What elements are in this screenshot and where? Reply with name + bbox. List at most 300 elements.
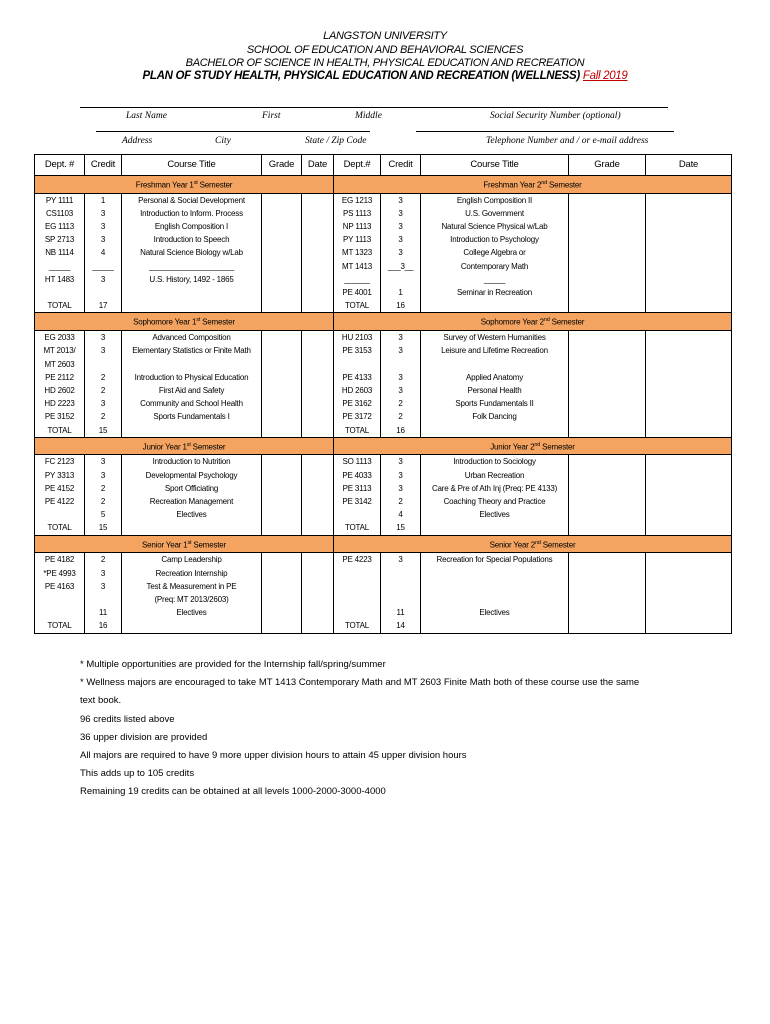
grade-cell[interactable]	[262, 246, 302, 259]
dept-cell[interactable]: PE 4163	[35, 580, 85, 593]
course-title-cell-2[interactable]	[421, 299, 569, 313]
dept-cell[interactable]: FC 2123	[35, 455, 85, 469]
date-cell[interactable]	[302, 495, 334, 508]
grade-cell-2[interactable]	[569, 567, 646, 580]
grade-cell[interactable]	[262, 495, 302, 508]
grade-cell[interactable]	[262, 424, 302, 438]
course-title-cell[interactable]: Natural Science Biology w/Lab	[122, 246, 262, 259]
dept-cell-2[interactable]: PY 1113	[334, 233, 381, 246]
course-title-cell[interactable]: Developmental Psychology	[122, 469, 262, 482]
credit-cell[interactable]: 3	[85, 580, 122, 593]
dept-cell-2[interactable]: EG 1213	[334, 193, 381, 207]
credit-cell-2[interactable]: 3	[381, 455, 421, 469]
date-cell-2[interactable]	[646, 233, 732, 246]
date-cell[interactable]	[302, 193, 334, 207]
dept-cell-2[interactable]: NP 1113	[334, 220, 381, 233]
date-cell[interactable]	[302, 260, 334, 273]
credit-cell[interactable]: 3	[85, 567, 122, 580]
dept-cell-2[interactable]: PE 3153	[334, 344, 381, 357]
dept-cell-2[interactable]	[334, 358, 381, 371]
course-title-cell[interactable]: Electives	[122, 508, 262, 521]
course-title-cell-2[interactable]: Survey of Western Humanities	[421, 331, 569, 345]
grade-cell[interactable]	[262, 593, 302, 606]
course-title-cell[interactable]: First Aid and Safety	[122, 384, 262, 397]
date-cell[interactable]	[302, 344, 334, 357]
dept-cell[interactable]: PE 4182	[35, 553, 85, 567]
course-title-cell[interactable]	[122, 358, 262, 371]
date-cell[interactable]	[302, 455, 334, 469]
dept-cell[interactable]: EG 1113	[35, 220, 85, 233]
grade-cell[interactable]	[262, 273, 302, 286]
dept-cell-2[interactable]	[334, 567, 381, 580]
credit-cell-2[interactable]: 4	[381, 508, 421, 521]
dept-cell-2[interactable]: HU 2103	[334, 331, 381, 345]
grade-cell-2[interactable]	[569, 424, 646, 438]
credit-cell[interactable]: 3	[85, 207, 122, 220]
grade-cell[interactable]	[262, 619, 302, 633]
grade-cell[interactable]	[262, 358, 302, 371]
course-title-cell-2[interactable]: Coaching Theory and Practice	[421, 495, 569, 508]
dept-cell-2[interactable]: ______	[334, 273, 381, 286]
date-cell[interactable]	[302, 508, 334, 521]
course-title-cell[interactable]: ____________________	[122, 260, 262, 273]
grade-cell[interactable]	[262, 606, 302, 619]
university-name: LANGSTON UNIVERSITY	[323, 30, 447, 42]
dept-cell-2[interactable]: MT 1323	[334, 246, 381, 259]
date-cell[interactable]	[302, 521, 334, 535]
course-title-cell-2[interactable]: _____	[421, 273, 569, 286]
course-title-cell[interactable]: Test & Measurement in PE	[122, 580, 262, 593]
dept-cell[interactable]: TOTAL	[35, 299, 85, 313]
address-line[interactable]	[96, 131, 370, 132]
grade-cell-2[interactable]	[569, 233, 646, 246]
course-title-cell[interactable]: Introduction to Speech	[122, 233, 262, 246]
dept-cell[interactable]: TOTAL	[35, 424, 85, 438]
credit-cell[interactable]: 3	[85, 233, 122, 246]
credit-cell-2[interactable]	[381, 567, 421, 580]
course-title-cell[interactable]: U.S. History, 1492 - 1865	[122, 273, 262, 286]
grade-cell[interactable]	[262, 580, 302, 593]
dept-cell[interactable]: TOTAL	[35, 521, 85, 535]
date-cell[interactable]	[302, 410, 334, 423]
dept-cell-2[interactable]: SO 1113	[334, 455, 381, 469]
credit-cell-2[interactable]: 3	[381, 331, 421, 345]
course-title-cell-2[interactable]: Contemporary Math	[421, 260, 569, 273]
course-title-cell-2[interactable]: Electives	[421, 508, 569, 521]
grade-cell[interactable]	[262, 260, 302, 273]
grade-cell[interactable]	[262, 207, 302, 220]
credit-cell[interactable]: 3	[85, 455, 122, 469]
credit-cell[interactable]: 15	[85, 424, 122, 438]
credit-cell-2[interactable]: 3	[381, 207, 421, 220]
dept-cell-2[interactable]: PE 3172	[334, 410, 381, 423]
date-cell-2[interactable]	[646, 508, 732, 521]
dept-cell-2[interactable]	[334, 593, 381, 606]
phone-line[interactable]	[416, 131, 674, 132]
credit-cell-2[interactable]: 3	[381, 233, 421, 246]
date-cell[interactable]	[302, 220, 334, 233]
date-cell[interactable]	[302, 299, 334, 313]
credit-cell-2[interactable]: 3	[381, 220, 421, 233]
credit-cell-2[interactable]: 3	[381, 553, 421, 567]
dept-cell-2[interactable]	[334, 508, 381, 521]
dept-cell[interactable]: PY 3313	[35, 469, 85, 482]
course-title-cell-2[interactable]: Folk Dancing	[421, 410, 569, 423]
course-title-cell[interactable]	[122, 424, 262, 438]
date-cell-2[interactable]	[646, 260, 732, 273]
course-title-cell-2[interactable]: Introduction to Sociology	[421, 455, 569, 469]
grade-cell-2[interactable]	[569, 553, 646, 567]
grade-cell-2[interactable]	[569, 273, 646, 286]
credit-cell[interactable]: 16	[85, 619, 122, 633]
dept-cell[interactable]	[35, 508, 85, 521]
course-title-cell-2[interactable]: English Composition II	[421, 193, 569, 207]
date-cell[interactable]	[302, 553, 334, 567]
dept-cell[interactable]: PE 3152	[35, 410, 85, 423]
date-cell[interactable]	[302, 246, 334, 259]
grade-cell[interactable]	[262, 233, 302, 246]
date-cell-2[interactable]	[646, 521, 732, 535]
grade-cell-2[interactable]	[569, 260, 646, 273]
credit-cell[interactable]: 11	[85, 606, 122, 619]
grade-cell[interactable]	[262, 455, 302, 469]
date-cell[interactable]	[302, 358, 334, 371]
grade-cell[interactable]	[262, 521, 302, 535]
credit-cell-2[interactable]	[381, 593, 421, 606]
date-cell-2[interactable]	[646, 482, 732, 495]
credit-cell-2[interactable]: 14	[381, 619, 421, 633]
course-title-cell[interactable]: Introduction to Physical Education	[122, 371, 262, 384]
course-title-cell[interactable]	[122, 521, 262, 535]
course-title-cell-2[interactable]	[421, 521, 569, 535]
date-cell[interactable]	[302, 207, 334, 220]
credit-cell[interactable]: 15	[85, 521, 122, 535]
grade-cell-2[interactable]	[569, 371, 646, 384]
date-cell[interactable]	[302, 233, 334, 246]
credit-cell[interactable]: 4	[85, 246, 122, 259]
credit-cell-2[interactable]: 3	[381, 344, 421, 357]
grade-cell[interactable]	[262, 397, 302, 410]
dept-cell[interactable]: NB 1114	[35, 246, 85, 259]
grade-cell-2[interactable]	[569, 606, 646, 619]
note-line: * Multiple opportunities are provided for the Internship fall/spring/summer	[80, 659, 386, 670]
course-title-cell[interactable]: Recreation Management	[122, 495, 262, 508]
dept-cell[interactable]: HT 1483	[35, 273, 85, 286]
dept-cell[interactable]: PE 4152	[35, 482, 85, 495]
dept-cell-2[interactable]: TOTAL	[334, 619, 381, 633]
semester-name: Senior Year 1	[141, 540, 188, 550]
credit-cell-2[interactable]: 2	[381, 495, 421, 508]
course-title-cell[interactable]: Advanced Composition	[122, 331, 262, 345]
course-title-cell-2[interactable]: Personal Health	[421, 384, 569, 397]
grade-cell-2[interactable]	[569, 455, 646, 469]
course-title-cell[interactable]	[122, 299, 262, 313]
date-cell[interactable]	[302, 593, 334, 606]
date-cell-2[interactable]	[646, 207, 732, 220]
date-cell-2[interactable]	[646, 286, 732, 299]
grade-cell[interactable]	[262, 567, 302, 580]
credit-cell[interactable]	[85, 358, 122, 371]
course-title-cell-2[interactable]: Applied Anatomy	[421, 371, 569, 384]
course-title-cell-2[interactable]: U.S. Government	[421, 207, 569, 220]
dept-cell-2[interactable]: PE 3162	[334, 397, 381, 410]
date-cell-2[interactable]	[646, 331, 732, 345]
course-title-cell-2[interactable]: College Algebra or	[421, 246, 569, 259]
dept-cell[interactable]: HD 2223	[35, 397, 85, 410]
credit-cell-2[interactable]: 11	[381, 606, 421, 619]
credit-cell[interactable]	[85, 286, 122, 299]
credit-cell-2[interactable]: 15	[381, 521, 421, 535]
grade-cell[interactable]	[262, 286, 302, 299]
grade-cell-2[interactable]	[569, 580, 646, 593]
dept-cell[interactable]	[35, 286, 85, 299]
dept-cell[interactable]: CS1103	[35, 207, 85, 220]
date-cell-2[interactable]	[646, 299, 732, 313]
date-cell-2[interactable]	[646, 358, 732, 371]
course-title-cell-2[interactable]: Sports Fundamentals II	[421, 397, 569, 410]
credit-cell-2[interactable]	[381, 358, 421, 371]
date-cell[interactable]	[302, 371, 334, 384]
course-title-cell[interactable]: Elementary Statistics or Finite Math	[122, 344, 262, 357]
credit-cell-2[interactable]: 3	[381, 193, 421, 207]
grade-cell-2[interactable]	[569, 410, 646, 423]
course-title-cell[interactable]: (Preq: MT 2013/2603)	[122, 593, 262, 606]
dept-cell[interactable]	[35, 593, 85, 606]
date-cell-2[interactable]	[646, 553, 732, 567]
dept-cell-2[interactable]: TOTAL	[334, 521, 381, 535]
course-title-cell-2[interactable]	[421, 567, 569, 580]
grade-cell-2[interactable]	[569, 207, 646, 220]
date-cell[interactable]	[302, 567, 334, 580]
grade-cell-2[interactable]	[569, 358, 646, 371]
date-cell[interactable]	[302, 469, 334, 482]
credit-cell[interactable]: 2	[85, 495, 122, 508]
grade-cell[interactable]	[262, 553, 302, 567]
course-title-cell-2[interactable]	[421, 358, 569, 371]
dept-cell-2[interactable]: PE 4033	[334, 469, 381, 482]
credit-cell-2[interactable]: 16	[381, 299, 421, 313]
date-cell-2[interactable]	[646, 397, 732, 410]
credit-cell-2[interactable]: 3	[381, 482, 421, 495]
credit-cell-2[interactable]: 2	[381, 397, 421, 410]
date-cell-2[interactable]	[646, 455, 732, 469]
course-title-cell-2[interactable]	[421, 593, 569, 606]
credit-cell-2[interactable]: 2	[381, 410, 421, 423]
grade-cell-2[interactable]	[569, 508, 646, 521]
date-cell-2[interactable]	[646, 424, 732, 438]
semester-label-right	[334, 313, 732, 331]
dept-cell-2[interactable]: PE 3113	[334, 482, 381, 495]
course-title-cell[interactable]: Introduction to Nutrition	[122, 455, 262, 469]
credit-cell-2[interactable]: 3	[381, 384, 421, 397]
course-title-cell-2[interactable]: Urban Recreation	[421, 469, 569, 482]
dept-cell[interactable]: PY 1111	[35, 193, 85, 207]
credit-cell-2[interactable]: ___3__	[381, 260, 421, 273]
grade-cell-2[interactable]	[569, 521, 646, 535]
grade-cell-2[interactable]	[569, 619, 646, 633]
grade-cell-2[interactable]	[569, 469, 646, 482]
dept-cell-2[interactable]: TOTAL	[334, 424, 381, 438]
dept-cell-2[interactable]: PE 4001	[334, 286, 381, 299]
date-cell[interactable]	[302, 397, 334, 410]
date-cell[interactable]	[302, 286, 334, 299]
date-cell-2[interactable]	[646, 344, 732, 357]
grade-cell[interactable]	[262, 482, 302, 495]
grade-cell-2[interactable]	[569, 193, 646, 207]
credit-cell[interactable]: 5	[85, 508, 122, 521]
credit-cell-2[interactable]: 1	[381, 286, 421, 299]
grade-cell-2[interactable]	[569, 299, 646, 313]
date-cell-2[interactable]	[646, 619, 732, 633]
middle-name-label: Middle	[355, 111, 382, 121]
date-cell-2[interactable]	[646, 220, 732, 233]
dept-cell[interactable]: MT 2013/	[35, 344, 85, 357]
grade-cell-2[interactable]	[569, 246, 646, 259]
course-title-cell[interactable]: English Composition I	[122, 220, 262, 233]
grade-cell[interactable]	[262, 508, 302, 521]
dept-cell-2[interactable]: PE 4133	[334, 371, 381, 384]
date-cell[interactable]	[302, 606, 334, 619]
course-title-cell[interactable]: Community and School Health	[122, 397, 262, 410]
dept-cell[interactable]: PE 4122	[35, 495, 85, 508]
grade-cell[interactable]	[262, 331, 302, 345]
dept-cell-2[interactable]	[334, 580, 381, 593]
grade-cell[interactable]	[262, 384, 302, 397]
date-cell[interactable]	[302, 273, 334, 286]
dept-cell-2[interactable]: HD 2603	[334, 384, 381, 397]
grade-cell[interactable]	[262, 469, 302, 482]
date-cell-2[interactable]	[646, 495, 732, 508]
grade-cell[interactable]	[262, 344, 302, 357]
course-title-cell-2[interactable]: Electives	[421, 606, 569, 619]
course-title-cell[interactable]: Sport Officiating	[122, 482, 262, 495]
course-title-cell-2[interactable]: Introduction to Psychology	[421, 233, 569, 246]
grade-cell[interactable]	[262, 410, 302, 423]
date-cell[interactable]	[302, 482, 334, 495]
grade-cell[interactable]	[262, 299, 302, 313]
date-cell[interactable]	[302, 331, 334, 345]
grade-cell[interactable]	[262, 193, 302, 207]
course-title-cell-2[interactable]: Seminar in Recreation	[421, 286, 569, 299]
dept-cell-2[interactable]	[334, 606, 381, 619]
credit-cell[interactable]: 3	[85, 344, 122, 357]
credit-cell[interactable]: 2	[85, 410, 122, 423]
credit-cell[interactable]: 3	[85, 397, 122, 410]
semester-word: Semester	[540, 442, 575, 452]
dept-cell[interactable]	[35, 606, 85, 619]
credit-cell[interactable]: 3	[85, 469, 122, 482]
course-title-cell-2[interactable]	[421, 424, 569, 438]
date-cell-2[interactable]	[646, 410, 732, 423]
date-cell[interactable]	[302, 384, 334, 397]
dept-cell[interactable]: PE 2112	[35, 371, 85, 384]
dept-cell[interactable]: _____	[35, 260, 85, 273]
credit-cell-2[interactable]: 3	[381, 469, 421, 482]
date-cell-2[interactable]	[646, 469, 732, 482]
name-line[interactable]	[80, 107, 668, 108]
course-title-cell-2[interactable]: Natural Science Physical w/Lab	[421, 220, 569, 233]
grade-cell[interactable]	[262, 371, 302, 384]
grade-cell[interactable]	[262, 220, 302, 233]
credit-cell[interactable]: 3	[85, 273, 122, 286]
credit-cell-2[interactable]: 16	[381, 424, 421, 438]
date-cell[interactable]	[302, 619, 334, 633]
course-title-cell-2[interactable]: Leisure and Lifetime Recreation	[421, 344, 569, 357]
grade-cell-2[interactable]	[569, 220, 646, 233]
grade-cell-2[interactable]	[569, 482, 646, 495]
grade-cell-2[interactable]	[569, 593, 646, 606]
grade-cell-2[interactable]	[569, 397, 646, 410]
credit-cell[interactable]: 2	[85, 384, 122, 397]
grade-cell-2[interactable]	[569, 286, 646, 299]
grade-cell-2[interactable]	[569, 495, 646, 508]
credit-cell[interactable]: 2	[85, 371, 122, 384]
course-title-cell-2[interactable]: Recreation for Special Populations	[421, 553, 569, 567]
course-title-cell[interactable]: Introduction to Inform. Process	[122, 207, 262, 220]
course-title-cell-2[interactable]: Care & Pre of Ath Inj (Preq: PE 4133)	[421, 482, 569, 495]
date-cell-2[interactable]	[646, 384, 732, 397]
dept-cell[interactable]: MT 2603	[35, 358, 85, 371]
credit-cell-2[interactable]: 3	[381, 246, 421, 259]
dept-cell[interactable]: *PE 4993	[35, 567, 85, 580]
course-title-cell[interactable]: Recreation Internship	[122, 567, 262, 580]
credit-cell[interactable]: _____	[85, 260, 122, 273]
date-cell-2[interactable]	[646, 580, 732, 593]
dept-cell-2[interactable]: PE 3142	[334, 495, 381, 508]
dept-cell[interactable]: SP 2713	[35, 233, 85, 246]
credit-cell[interactable]: 3	[85, 220, 122, 233]
date-cell-2[interactable]	[646, 246, 732, 259]
date-cell[interactable]	[302, 424, 334, 438]
credit-cell[interactable]: 3	[85, 331, 122, 345]
credit-cell-2[interactable]	[381, 580, 421, 593]
dept-cell-2[interactable]: PE 4223	[334, 553, 381, 567]
credit-cell[interactable]: 2	[85, 553, 122, 567]
course-title-cell[interactable]	[122, 619, 262, 633]
dept-cell-2[interactable]: PS 1113	[334, 207, 381, 220]
course-title-cell[interactable]: Sports Fundamentals I	[122, 410, 262, 423]
date-cell-2[interactable]	[646, 371, 732, 384]
date-cell[interactable]	[302, 580, 334, 593]
course-title-cell[interactable]: Personal & Social Development	[122, 193, 262, 207]
course-title-cell[interactable]: Camp Leadership	[122, 553, 262, 567]
course-title-cell[interactable]	[122, 286, 262, 299]
credit-cell-2[interactable]: 3	[381, 371, 421, 384]
date-cell-2[interactable]	[646, 193, 732, 207]
dept-cell[interactable]: HD 2602	[35, 384, 85, 397]
dept-cell-2[interactable]: MT 1413	[334, 260, 381, 273]
credit-cell-2[interactable]	[381, 273, 421, 286]
dept-cell[interactable]: EG 2033	[35, 331, 85, 345]
credit-cell[interactable]: 2	[85, 482, 122, 495]
credit-cell[interactable]	[85, 593, 122, 606]
semester-ordinal: st	[186, 441, 191, 448]
course-title-cell-2[interactable]	[421, 580, 569, 593]
date-cell-2[interactable]	[646, 606, 732, 619]
credit-cell[interactable]: 1	[85, 193, 122, 207]
dept-cell[interactable]: TOTAL	[35, 619, 85, 633]
date-cell-2[interactable]	[646, 567, 732, 580]
grade-cell-2[interactable]	[569, 331, 646, 345]
date-cell-2[interactable]	[646, 593, 732, 606]
date-cell-2[interactable]	[646, 273, 732, 286]
dept-cell-2[interactable]: TOTAL	[334, 299, 381, 313]
course-title-cell[interactable]: Electives	[122, 606, 262, 619]
grade-cell-2[interactable]	[569, 344, 646, 357]
course-title-cell-2[interactable]	[421, 619, 569, 633]
credit-cell[interactable]: 17	[85, 299, 122, 313]
grade-cell-2[interactable]	[569, 384, 646, 397]
